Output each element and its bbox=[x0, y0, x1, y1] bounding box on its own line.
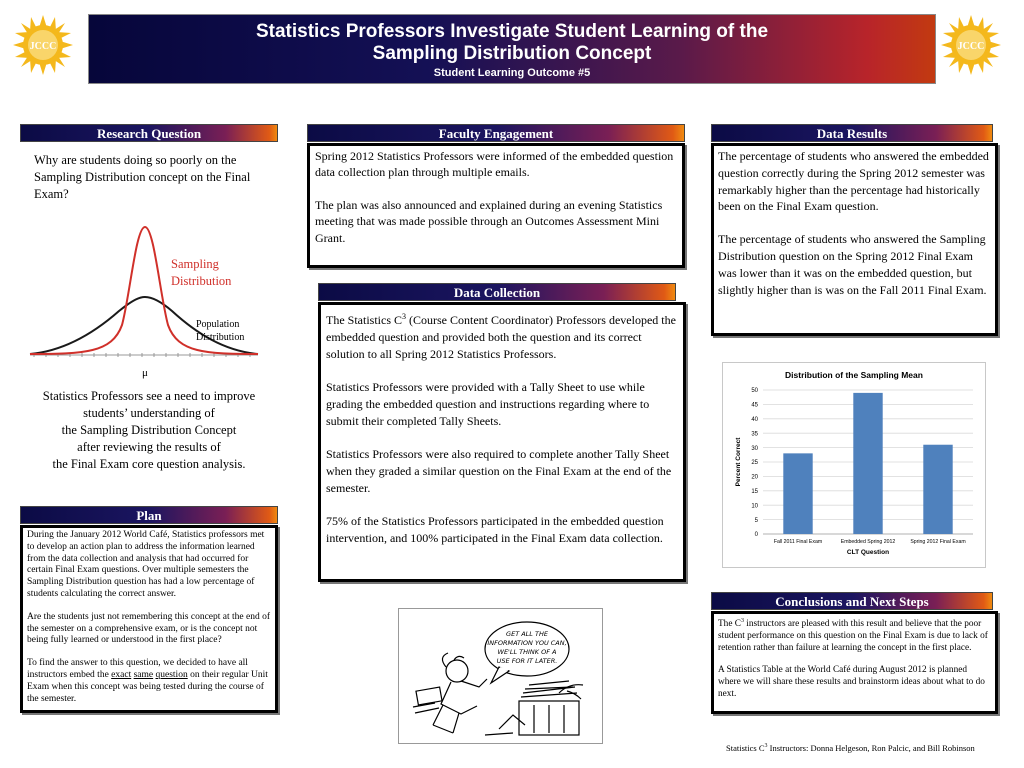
conclusions-header: Conclusions and Next Steps bbox=[711, 592, 993, 610]
distribution-curves-figure bbox=[24, 215, 274, 380]
plan-paragraph-1: During the January 2012 World Café, Statistics professors met to develop an action plan to address the information learned from the data collection and analysis that had occurred for certain Final Exam questions. Over multiple semesters the Sampling Distribution question has had a low percentage of students calculating the correct answer. bbox=[27, 530, 265, 599]
research-question-text: Why are students doing so poorly on the Sampling Distribution concept on the Final Exam? bbox=[34, 153, 251, 201]
speech-text-line: INFORMATION YOU CAN, bbox=[487, 639, 567, 647]
chart-y-axis-label: Percent Correct bbox=[735, 437, 742, 487]
speech-text-line: WE'LL THINK OF A bbox=[497, 648, 557, 656]
chart-bar bbox=[783, 453, 812, 534]
research-question-header: Research Question bbox=[20, 124, 278, 142]
data-results-header: Data Results bbox=[711, 124, 993, 142]
population-label-2: Distribution bbox=[196, 332, 245, 343]
data-results-box bbox=[711, 143, 998, 336]
chart-y-tick-label: 45 bbox=[751, 402, 758, 409]
chart-bar bbox=[923, 445, 952, 534]
jccc-sun-logo-icon bbox=[940, 14, 1002, 76]
plan-paragraph-3: To find the answer to this question, we decided to have all instructors embed the exact same question on their regular Unit Exam when this concept was being tested during the course of the semester. bbox=[27, 658, 268, 704]
page-subtitle: Student Learning Outcome #5 bbox=[433, 67, 591, 79]
chart-y-tick-label: 20 bbox=[751, 474, 758, 481]
conclusions-paragraph-1: The $C^3$ instructors are pleased with this result and believe that the poor student performance on this question on the Final Exam is due to lack of retention rather than failure at learning the concept in the first place. bbox=[718, 618, 988, 653]
results-paragraph-2: The percentage of students who answered the Sampling Distribution question on the Spring 2012 Final Exam was lower than it was on the embedded question, but slightly higher than is was on the Fall 2011 Final Exam. bbox=[718, 232, 987, 297]
plan-header: Plan bbox=[20, 506, 278, 524]
logo-right bbox=[940, 14, 1002, 81]
svg-text:JCCC: JCCC bbox=[29, 41, 57, 52]
mu-label: μ bbox=[142, 367, 148, 379]
chart-x-tick-label: Fall 2011 Final Exam bbox=[773, 539, 823, 545]
conclusions-paragraph-2: A Statistics Table at the World Café during August 2012 is planned where we will share these results and brainstorm ideas about what to do next. bbox=[718, 665, 985, 700]
chart-x-axis-label: CLT Question bbox=[846, 549, 890, 556]
collection-paragraph-1: The Statistics $C^3$ (Course Content Coordinator) Professors developed the embedded question and provided both the question and its correct solution to all Spring 2012 Statistics Professors. bbox=[326, 312, 676, 361]
chart-y-tick-labels bbox=[751, 388, 758, 538]
chart-title: Distribution of the Sampling Mean bbox=[785, 370, 923, 380]
chart-x-tick-label: Spring 2012 Final Exam bbox=[910, 539, 966, 545]
need-line: Statistics Professors see a need to improve bbox=[42, 389, 256, 403]
jccc-sun-logo-icon bbox=[12, 14, 74, 76]
data-collection-box bbox=[318, 302, 686, 582]
plan-box bbox=[20, 525, 278, 713]
chart-y-tick-label: 0 bbox=[754, 532, 758, 539]
need-line: after reviewing the results of bbox=[77, 440, 221, 454]
need-line: students’ understanding of bbox=[83, 406, 215, 420]
results-paragraph-1: The percentage of students who answered the embedded question correctly during the Spring 2012 semester was remarkably higher than the percentage had historically been on the Final Exam question. bbox=[718, 149, 989, 214]
chart-y-tick-label: 25 bbox=[751, 460, 758, 467]
chart-x-tick-labels bbox=[774, 539, 966, 545]
data-collection-header: Data Collection bbox=[318, 283, 676, 301]
research-need-statement bbox=[20, 388, 278, 473]
chart-y-tick-label: 10 bbox=[751, 503, 758, 510]
need-line: the Final Exam core question analysis. bbox=[52, 457, 246, 471]
faculty-engagement-header: Faculty Engagement bbox=[307, 124, 685, 142]
chart-x-tick-label: Embedded Spring 2012 bbox=[840, 539, 896, 545]
underlined-word: question bbox=[155, 669, 188, 680]
speech-text-line: GET ALL THE bbox=[506, 630, 548, 638]
chart-bars bbox=[783, 393, 952, 534]
need-line: the Sampling Distribution Concept bbox=[61, 423, 237, 437]
page-title-line1: Statistics Professors Investigate Student Learning of the bbox=[255, 21, 769, 42]
sampling-label-1: Sampling bbox=[171, 257, 219, 271]
conclusions-box bbox=[711, 611, 998, 714]
svg-text:JCCC: JCCC bbox=[957, 41, 985, 52]
population-label-1: Population bbox=[196, 319, 240, 330]
chart-y-tick-label: 15 bbox=[751, 489, 758, 495]
chart-y-tick-label: 5 bbox=[754, 517, 758, 524]
speech-text-line: USE FOR IT LATER. bbox=[496, 657, 558, 665]
chart-y-tick-label: 35 bbox=[751, 431, 758, 438]
chart-y-tick-label: 30 bbox=[751, 445, 758, 452]
chart-y-tick-label: 50 bbox=[751, 388, 758, 395]
faculty-paragraph-2: The plan was also announced and explained during an evening Statistics meeting that was made possible through an Outcomes Assessment Mini Grant. bbox=[315, 197, 663, 245]
collection-paragraph-4: 75% of the Statistics Professors participated in the embedded question intervention, and 100% participated in the Final Exam data collection. bbox=[326, 514, 664, 545]
underlined-word: same bbox=[133, 669, 154, 680]
page-title-line2: Sampling Distribution Concept bbox=[372, 43, 652, 64]
bar-chart-frame bbox=[722, 362, 986, 568]
cartoon-illustration bbox=[399, 609, 602, 743]
faculty-paragraph-1: Spring 2012 Statistics Professors were informed of the embedded question data collection plan through multiple emails. bbox=[315, 149, 674, 180]
cartoon-frame bbox=[398, 608, 603, 744]
collection-paragraph-3: Statistics Professors were also required to complete another Tally Sheet when they graded a similar question on the Final Exam at the end of the semester. bbox=[326, 447, 672, 495]
logo-left bbox=[12, 14, 74, 81]
faculty-engagement-box bbox=[307, 143, 685, 268]
plan-paragraph-2: Are the students just not remembering this concept at the end of the semester on a comprehensive exam, or is the concept not being fully learned or understood in the first place? bbox=[27, 611, 270, 646]
chart-y-tick-label: 40 bbox=[751, 417, 758, 423]
bar-chart bbox=[723, 363, 985, 567]
footer-credits: Statistics $C^3$ Instructors: Donna Helgeson, Ron Palcic, and Bill Robinson bbox=[726, 742, 975, 753]
sampling-label-2: Distribution bbox=[171, 274, 232, 288]
underlined-word: exact bbox=[111, 669, 132, 680]
chart-bar bbox=[853, 393, 882, 534]
collection-paragraph-2: Statistics Professors were provided with a Tally Sheet to use while grading the embedded question and instructions regarding where to submit their completed Tally Sheets. bbox=[326, 380, 650, 428]
title-banner bbox=[88, 14, 936, 84]
